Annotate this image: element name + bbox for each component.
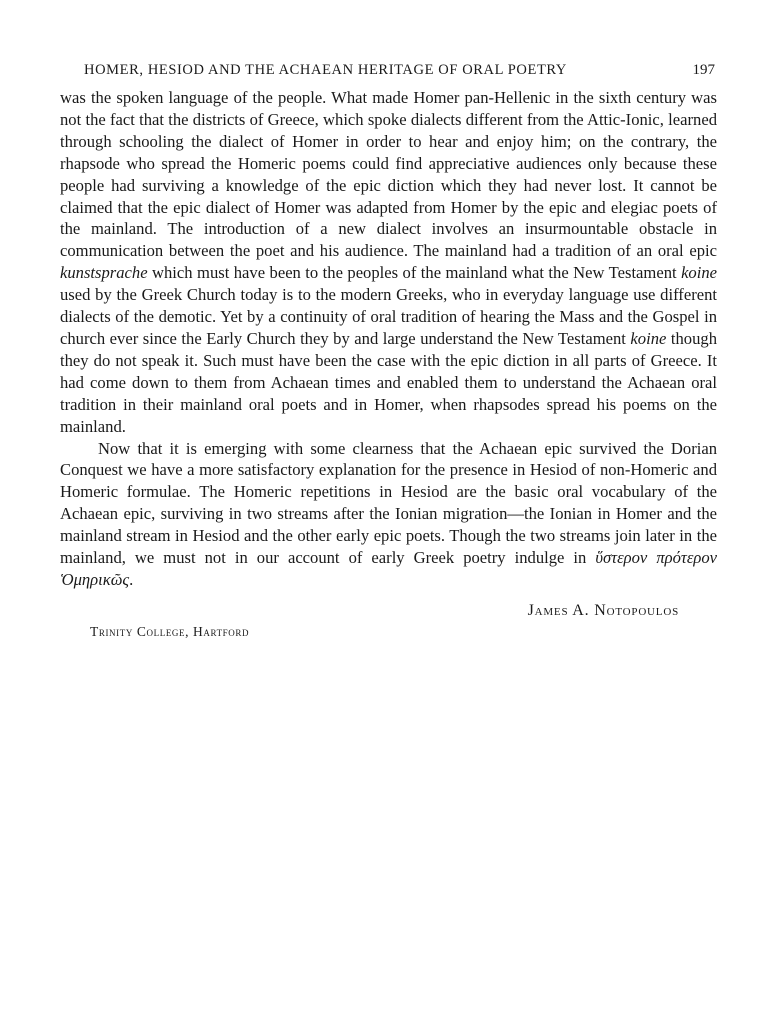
running-title: HOMER, HESIOD AND THE ACHAEAN HERITAGE OF ORAL POETRY: [84, 62, 567, 78]
paragraph-2: [60, 438, 717, 591]
page-number: 197: [692, 62, 715, 78]
author-signature: James A. Notopoulos: [527, 601, 679, 619]
paragraph-2-text-1: Now that it is emerging with some clearness that the Achaean epic survived the Dorian Conquest we have a more satisfactory explanation for the presence in Hesiod of non-Homeric and Homeric formulae. The Homeric repetitions in Hesiod are the basic oral vocabulary of the Achaean epic, surviving in two streams after the Ionian migration—the Ionian in Homer and the mainland stream in Hesiod and the other early epic poets. Though the two streams join later in the mainland, we must not in our account of early Greek poetry indulge in: [60, 438, 717, 568]
paragraph-1-text-4: though they do not speak it. Such must have been the case with the epic diction in all parts of Greece. It had come down to them from Achaean times and enabled them to understand the Achaean oral tradition in their mainland oral poets and in Homer, when rhapsodes spread his poems on the mainland.: [60, 328, 717, 436]
paragraph-1-text-3: used by the Greek Church today is to the modern Greeks, who in everyday language use different dialects of the demotic. Yet by a continuity of oral tradition of hearing the Mass and the Gospel in church ever since the Early Church they by and large understand the New Testament: [60, 285, 717, 348]
paragraph-1-text-1: was the spoken language of the people. What made Homer pan-Hellenic in the sixth century was not the fact that the districts of Greece, which spoke dialects different from the Attic-Ionic, learned through schooling the dialect of Homer in order to hear and enjoy him; on the contrary, the rhapsode who spread the Homeric poems could find appreciative audiences only because these people had surviving a knowledge of the epic diction which they had never lost. It cannot be claimed that the epic dialect of Homer was adapted from Homer by the epic and elegiac poets of the mainland. The introduction of a new dialect involves an insurmountable obstacle in communication between the poet and his audience. The mainland had a tradition of an oral epic: [60, 88, 717, 261]
term-kunstsprache: kunstsprache: [60, 263, 148, 283]
author-affiliation: Trinity College, Hartford: [90, 623, 250, 639]
term-koine-2: koine: [630, 328, 667, 348]
paragraph-1-text-2: which must have been to the peoples of the mainland what the New Testament: [147, 263, 682, 283]
paragraph-2-text-2: .: [129, 569, 134, 589]
page: [60, 62, 717, 640]
body-text: [60, 87, 717, 591]
paragraph-1: [60, 87, 717, 438]
greek-phrase: ὕστερον πρότερον Ὁμηρικῶς: [60, 548, 717, 589]
term-koine: koine: [681, 263, 717, 283]
running-head: [60, 62, 717, 79]
